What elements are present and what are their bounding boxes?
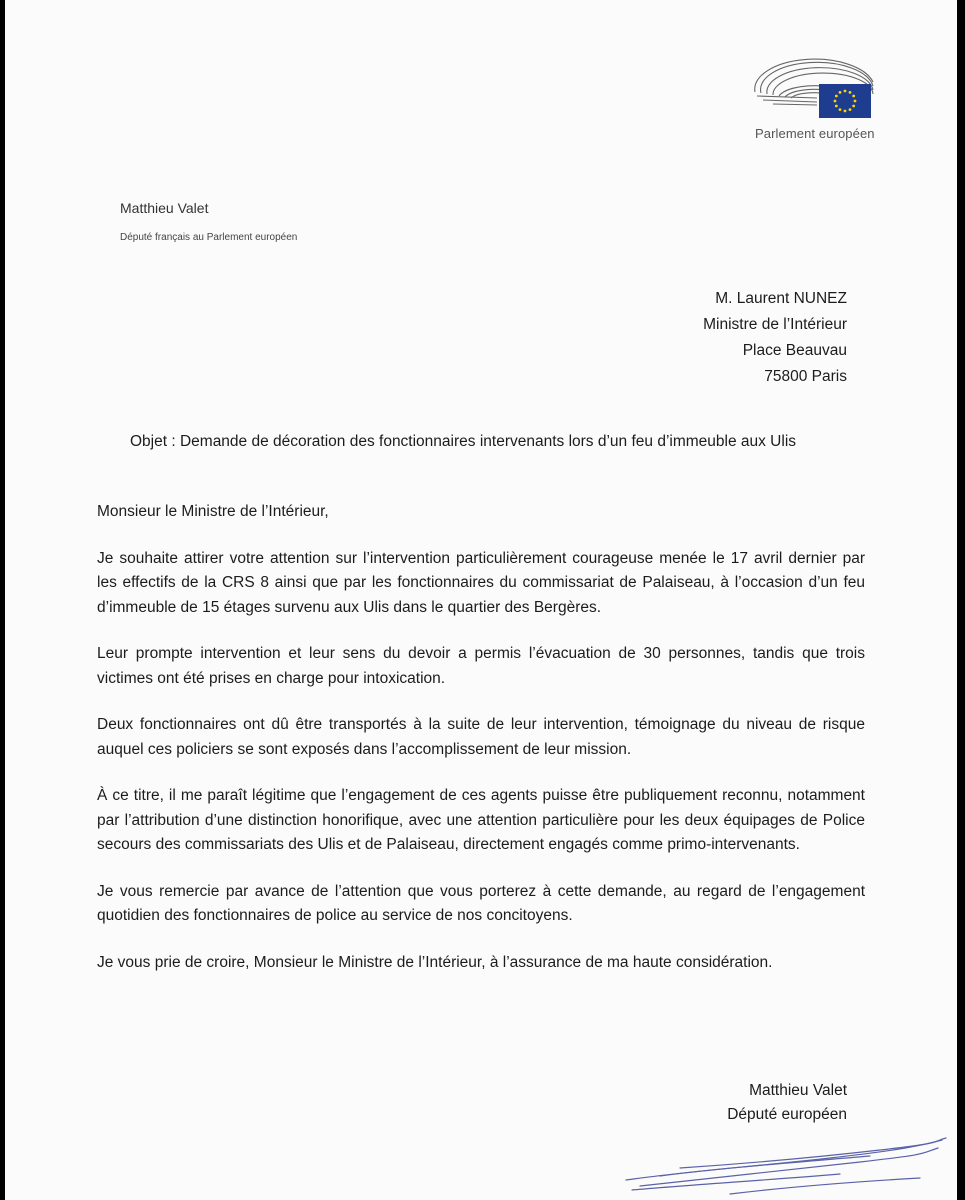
sender-name: Matthieu Valet xyxy=(120,200,209,216)
recipient-line: 75800 Paris xyxy=(764,368,847,385)
eu-star-icon xyxy=(839,91,842,94)
handwritten-signature xyxy=(620,1128,950,1200)
recipient-line: M. Laurent NUNEZ xyxy=(715,290,847,307)
institution-name: Parlement européen xyxy=(755,126,875,141)
eu-star-icon xyxy=(835,105,838,108)
recipient-line: Ministre de l’Intérieur xyxy=(703,316,847,333)
parliament-logo xyxy=(753,58,875,118)
paragraph: À ce titre, il me paraît légitime que l’engagement de ces agents puisse être publiquement reconnu, notamment par l’attribution d’une distinction honorifique, avec une attention particulière pour les deux équipages de Police secours des commissariats des Ulis et de Palaiseau, directement engagés comme primo-intervenants. xyxy=(97,787,865,853)
recipient-line: Place Beauvau xyxy=(742,342,847,359)
salutation: Monsieur le Ministre de l’Intérieur, xyxy=(97,503,329,520)
subject-line: Objet : Demande de décoration des fonctionnaires intervenants lors d’un feu d’immeuble aux Ulis xyxy=(130,433,797,450)
eu-star-icon xyxy=(854,100,857,103)
signature-title: Député européen xyxy=(727,1106,847,1123)
letter-body xyxy=(97,500,865,997)
letter-page xyxy=(5,0,957,1200)
paragraph: Je vous prie de croire, Monsieur le Ministre de l’Intérieur, à l’assurance de ma haute considération. xyxy=(97,953,773,971)
eu-star-icon xyxy=(852,95,855,98)
paragraph: Je souhaite attirer votre attention sur l’intervention particulièrement courageuse menée le 17 avril dernier par les effectifs de la CRS 8 ainsi que par les fonctionnaires du commissariat de Palaiseau, à l’occasion d’un feu d’immeuble de 15 étages survenu aux Ulis dans le quartier des Bergères. xyxy=(97,549,865,616)
signature-name: Matthieu Valet xyxy=(749,1082,847,1099)
eu-star-icon xyxy=(849,108,852,111)
eu-star-icon xyxy=(835,95,838,98)
signature-block xyxy=(727,1079,847,1127)
recipient-address xyxy=(703,286,847,390)
eu-star-icon xyxy=(839,108,842,111)
paragraph: Je vous remercie par avance de l’attention que vous porterez à cette demande, au regard de l’engagement quotidien des fonctionnaires de police au service de nos concitoyens. xyxy=(97,882,865,924)
eu-star-icon xyxy=(849,91,852,94)
eu-star-icon xyxy=(844,90,847,93)
eu-star-icon xyxy=(852,105,855,108)
eu-flag-icon xyxy=(819,84,871,118)
paragraph: Deux fonctionnaires ont dû être transportés à la suite de leur intervention, témoignage du niveau de risque auquel ces policiers se sont exposés dans l’accomplissement de leur mission. xyxy=(97,716,865,758)
eu-star-icon xyxy=(834,100,837,103)
sender-title: Député français au Parlement européen xyxy=(120,232,298,243)
eu-star-icon xyxy=(844,110,847,113)
paragraph: Leur prompte intervention et leur sens du devoir a permis l’évacuation de 30 personnes, tandis que trois victimes ont été prises en charge pour intoxication. xyxy=(97,645,865,687)
